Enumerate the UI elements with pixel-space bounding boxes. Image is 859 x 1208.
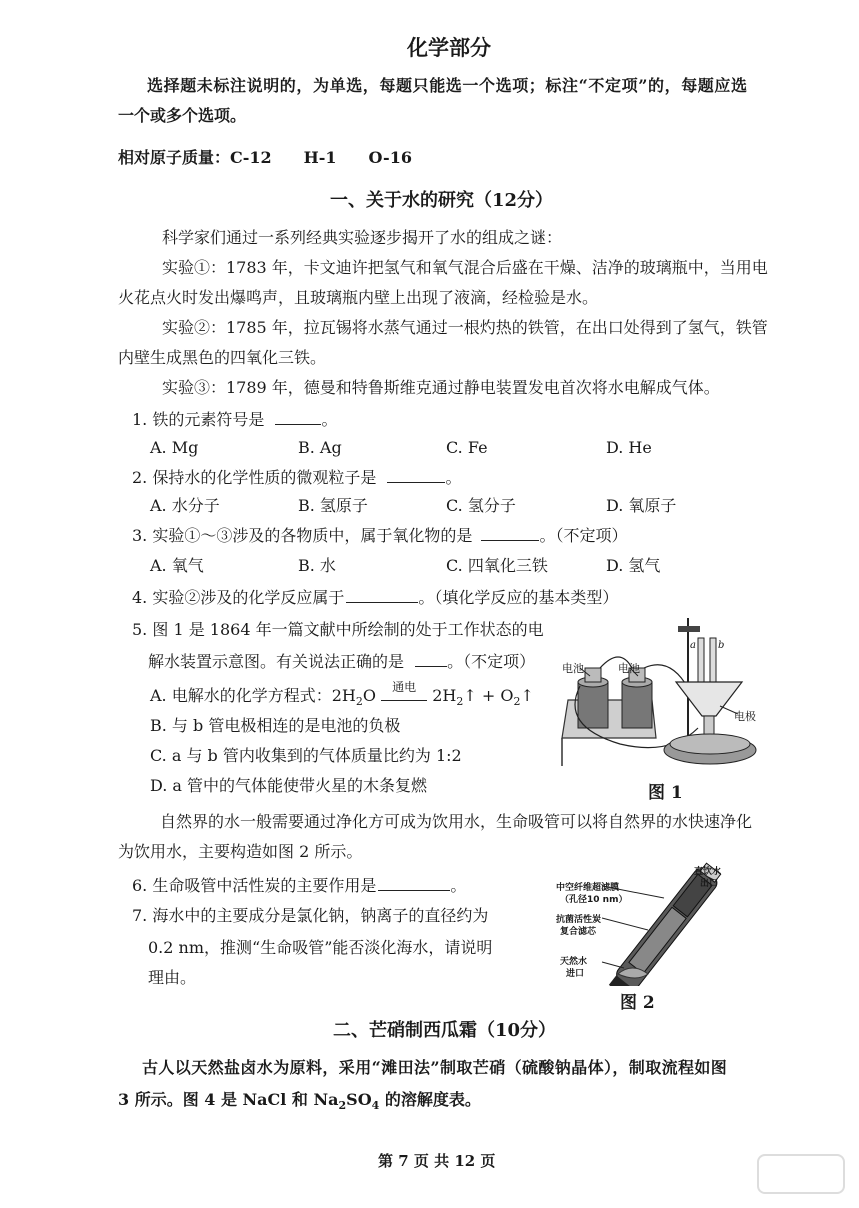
q3-stem-end: 。（不定项）: [539, 526, 628, 545]
q5-line1: 5. 图 1 是 1864 年一篇文献中所绘制的处于工作状态的电: [132, 620, 544, 639]
q2-stem-text: 2. 保持水的化学性质的微观粒子是: [132, 468, 377, 487]
q4-answer-blank[interactable]: [346, 588, 418, 603]
label-membrane: 中空纤维超滤膜: [556, 883, 620, 893]
q6-answer-blank[interactable]: [378, 876, 450, 891]
q2-stem: [132, 468, 461, 488]
q6-stem: [132, 876, 466, 896]
q6-stem-text: 6. 生命吸管中活性炭的主要作用是: [132, 876, 377, 895]
reaction-condition: 通电: [392, 680, 417, 694]
q5-a-mid: ↑ + O: [463, 686, 514, 705]
section2-line2-end: 的溶解度表。: [379, 1090, 481, 1109]
q7-line1: 7. 海水中的主要成分是氯化钠，钠离子的直径约为: [132, 906, 489, 925]
exp2-line2: 内壁生成黑色的四氧化三铁。: [118, 348, 327, 367]
label-tube-b: b: [718, 640, 725, 651]
q5-a-end: ↑: [520, 686, 534, 705]
q1-stem: [132, 410, 337, 430]
atomic-mass: 相对原子质量：C-12 H-1 O-16: [118, 148, 412, 167]
q2-option-c: C. 氢分子: [446, 496, 516, 515]
label-carbon: 抗菌活性炭: [556, 915, 602, 925]
q4-stem-text: 4. 实验②涉及的化学反应属于: [132, 588, 345, 607]
q1-option-c: C. Fe: [446, 438, 488, 457]
section2-line1: 古人以天然盐卤水为原料，采用“滩田法”制取芒硝（硫酸钠晶体），制取流程如图: [142, 1058, 728, 1077]
label-electrode: 电极: [734, 710, 756, 723]
section1-title: 一、关于水的研究（12分）: [330, 190, 554, 211]
q2-option-b: B. 氢原子: [298, 496, 368, 515]
figure-1-electrolysis-apparatus: [560, 616, 760, 774]
q5-option-b: B. 与 b 管电极相连的是电池的负极: [150, 716, 401, 735]
page-number: 第 7 页 共 12 页: [378, 1152, 496, 1170]
figure-2-caption: 图 2: [620, 993, 655, 1013]
q2-option-d: D. 氧原子: [606, 496, 677, 515]
reaction-arrow: [381, 680, 427, 701]
q5-answer-blank[interactable]: [415, 652, 447, 667]
exp2-line1: 实验②：1785 年，拉瓦锡将水蒸气通过一根灼热的铁管，在出口处得到了氢气，铁管: [162, 318, 768, 337]
label-carbon-core: 复合滤芯: [560, 927, 597, 937]
q2-stem-end: 。: [445, 468, 462, 487]
q1-option-d: D. He: [606, 438, 652, 457]
na-subscript: 2: [338, 1099, 347, 1113]
figure-1-caption: 图 1: [648, 783, 683, 803]
label-inlet: 天然水: [560, 957, 588, 967]
q5-option-a: [150, 680, 534, 712]
q1-answer-blank[interactable]: [275, 410, 321, 425]
electrolysis-illustration: [560, 616, 760, 774]
q5-a-sub3: 2: [513, 695, 521, 709]
instructions-line1: 选择题未标注说明的，为单选，每题只能选一个选项；标注“不定项”的，每题应选: [147, 76, 748, 95]
section2-title: 二、芒硝制西瓜霜（10分）: [333, 1020, 557, 1041]
so-text: SO: [346, 1090, 372, 1109]
exp1-line1: 实验①：1783 年，卡文迪许把氢气和氧气混合后盛在干燥、洁净的玻璃瓶中，当用电: [162, 258, 768, 277]
q3-option-a: A. 氧气: [150, 556, 204, 575]
watermark-logo: [757, 1154, 845, 1194]
q5-line2: [148, 652, 535, 672]
label-membrane-pore: （孔径10 nm）: [560, 895, 628, 905]
q3-stem: [132, 526, 627, 546]
exp3: 实验③：1789 年，德曼和特鲁斯维克通过静电装置发电首次将水电解成气体。: [162, 378, 720, 397]
label-battery-1: 电池: [562, 662, 584, 675]
q6-stem-end: 。: [450, 876, 467, 895]
label-tube-a: a: [690, 640, 696, 651]
q5-a-sub2: 2: [456, 695, 464, 709]
q3-option-c: C. 四氧化三铁: [446, 556, 548, 575]
q5-a-sub1: 2: [355, 695, 363, 709]
so4-subscript: 4: [371, 1099, 380, 1113]
q5-a-text: A. 电解水的化学方程式：2H: [150, 686, 356, 705]
q1-option-b: B. Ag: [298, 438, 342, 457]
q3-option-d: D. 氢气: [606, 556, 661, 575]
q2-answer-blank[interactable]: [387, 468, 445, 483]
q5-a-o: O: [362, 686, 376, 705]
q3-option-b: B. 水: [298, 556, 336, 575]
q1-option-a: A. Mg: [150, 438, 199, 457]
q3-stem-text: 3. 实验①～③涉及的各物质中，属于氧化物的是: [132, 526, 473, 545]
q7-line3: 理由。: [148, 968, 197, 987]
label-battery-2: 电池: [618, 662, 640, 675]
label-outlet: 直饮水: [694, 867, 722, 877]
section2-line2: [118, 1090, 481, 1116]
page-title: 化学部分: [407, 35, 491, 60]
label-inlet-2: 进口: [566, 969, 585, 979]
section2-line2-text: 3 所示。图 4 是 NaCl 和 Na: [118, 1090, 339, 1109]
q5-stem-text: 解水装置示意图。有关说法正确的是: [148, 652, 405, 671]
q1-stem-end: 。: [321, 410, 338, 429]
para2-line2: 为饮用水，主要构造如图 2 所示。: [118, 842, 363, 861]
q7-line2: 0.2 nm，推测“生命吸管”能否淡化海水，请说明: [148, 938, 493, 957]
para2-line1: 自然界的水一般需要通过净化方可成为饮用水，生命吸管可以将自然界的水快速净化: [160, 812, 753, 831]
label-outlet-2: 出口: [700, 879, 719, 889]
q5-option-c: C. a 与 b 管内收集到的气体质量比约为 1:2: [150, 746, 462, 765]
instructions-line2: 一个或多个选项。: [118, 106, 247, 125]
q5-stem-end: 。（不定项）: [447, 652, 536, 671]
q4-stem: [132, 588, 618, 608]
q3-answer-blank[interactable]: [481, 526, 539, 541]
q2-option-a: A. 水分子: [150, 496, 220, 515]
q5-a-h: 2H: [432, 686, 457, 705]
section1-intro: 科学家们通过一系列经典实验逐步揭开了水的组成之谜：: [162, 228, 563, 247]
q4-stem-end: 。（填化学反应的基本类型）: [418, 588, 619, 607]
q5-option-d: D. a 管中的气体能使带火星的木条复燃: [150, 776, 428, 795]
exp1-line2: 火花点火时发出爆鸣声，且玻璃瓶内壁上出现了液滴，经检验是水。: [118, 288, 599, 307]
q1-stem-text: 1. 铁的元素符号是: [132, 410, 265, 429]
figure-2-lifestraw: [556, 858, 726, 986]
